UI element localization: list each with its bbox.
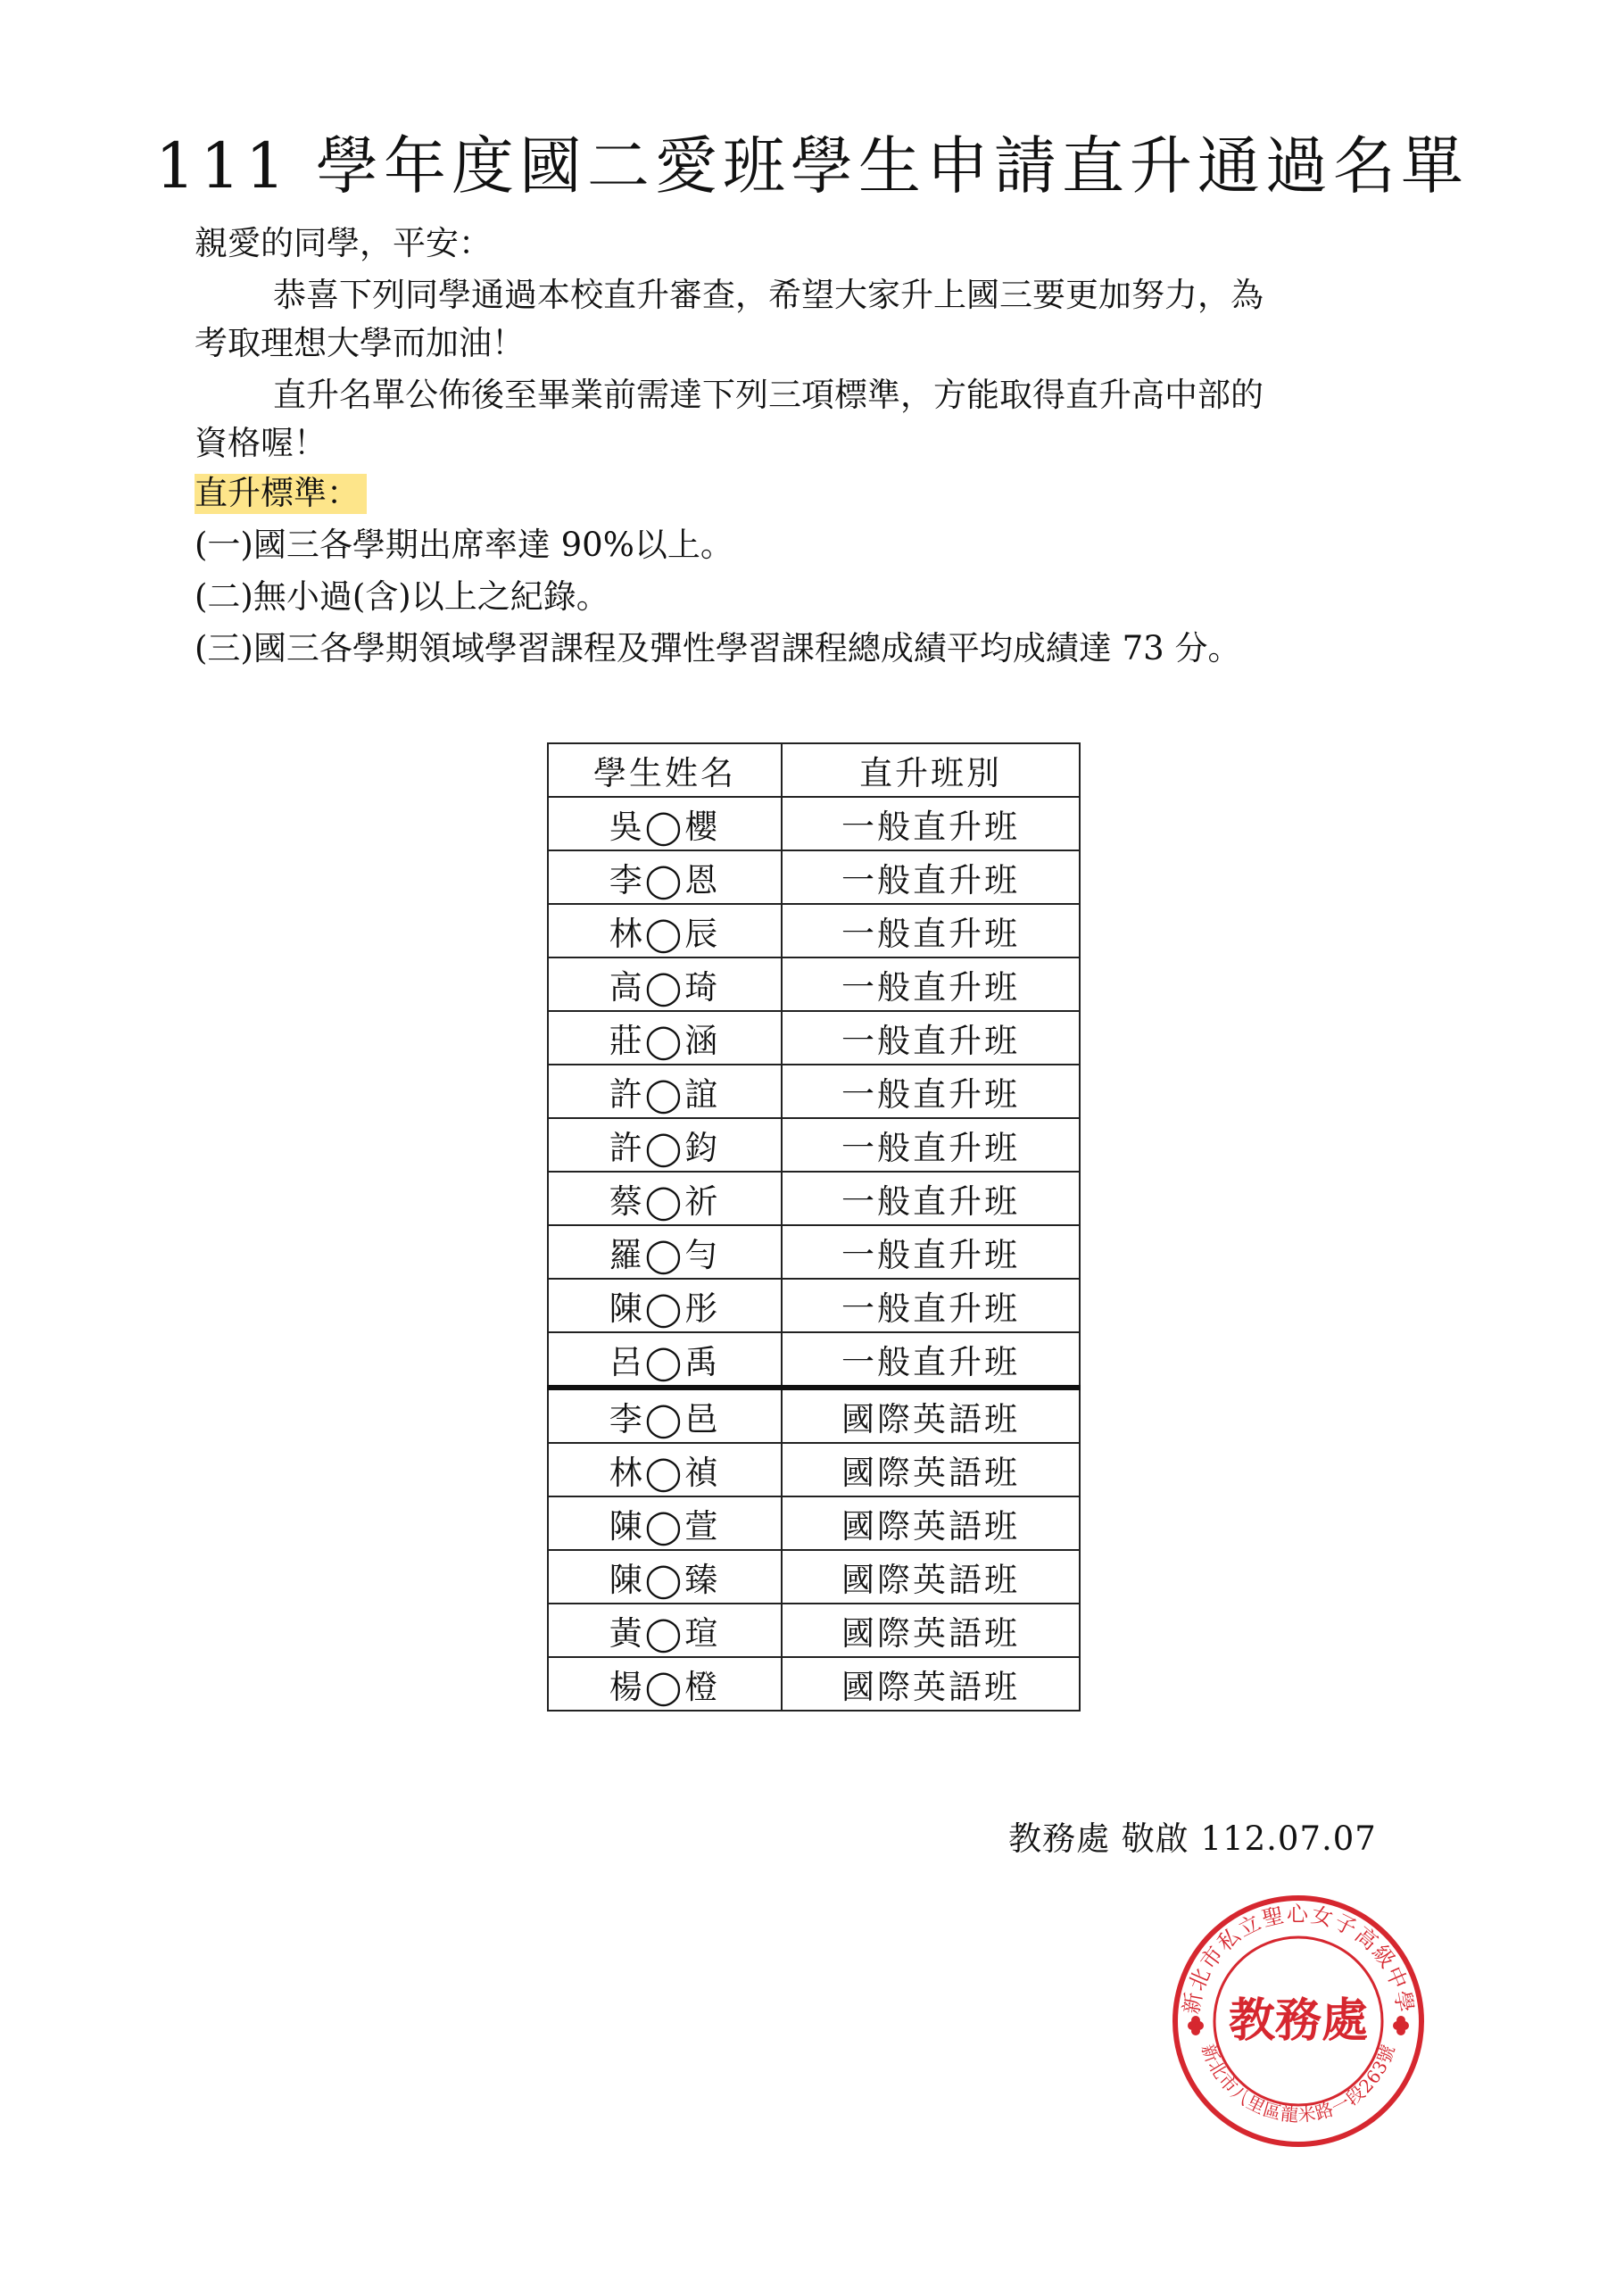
class-type: 國際英語班	[782, 1496, 1080, 1550]
class-type: 國際英語班	[782, 1657, 1080, 1711]
student-name: 陳◯萱	[548, 1496, 782, 1550]
greeting: 親愛的同學，平安：	[195, 224, 492, 262]
table-row	[548, 1172, 1080, 1225]
table-row	[548, 1011, 1080, 1065]
signoff: 教務處 敬啟 112.07.07	[1008, 1819, 1377, 1858]
student-name: 楊◯橙	[548, 1657, 782, 1711]
table-row	[548, 1332, 1080, 1388]
class-type: 一般直升班	[782, 957, 1080, 1011]
table-row	[548, 1388, 1080, 1443]
class-type: 國際英語班	[782, 1550, 1080, 1604]
class-type: 一般直升班	[782, 1225, 1080, 1279]
student-list-table	[547, 742, 1081, 1712]
class-type: 一般直升班	[782, 904, 1080, 957]
student-name: 李◯邑	[548, 1388, 782, 1443]
header-class-type: 直升班別	[782, 743, 1080, 797]
table-row	[548, 1657, 1080, 1711]
table-row	[548, 797, 1080, 850]
student-name: 林◯辰	[548, 904, 782, 957]
student-name: 吳◯櫻	[548, 797, 782, 850]
paragraph-2-line-1: 直升名單公佈後至畢業前需達下列三項標準，方能取得直升高中部的	[273, 376, 1264, 414]
office-seal-stamp	[1169, 1892, 1428, 2151]
paragraph-2-line-2: 資格喔！	[195, 424, 327, 462]
class-type: 一般直升班	[782, 1332, 1080, 1388]
class-type: 一般直升班	[782, 1279, 1080, 1332]
table-row	[548, 1118, 1080, 1172]
criteria-heading	[195, 468, 1435, 519]
criteria-heading-highlight: 直升標準：	[195, 474, 367, 514]
flower-emblem-right-icon	[1393, 2016, 1409, 2035]
header-student-name: 學生姓名	[548, 743, 782, 797]
student-name: 呂◯禹	[548, 1332, 782, 1388]
class-type: 國際英語班	[782, 1604, 1080, 1657]
student-name: 高◯琦	[548, 957, 782, 1011]
student-name: 林◯禎	[548, 1443, 782, 1496]
paragraph-1-line-1: 恭喜下列同學通過本校直升審查，希望大家升上國三要更加努力，為	[273, 276, 1264, 314]
class-type: 一般直升班	[782, 1172, 1080, 1225]
table-row	[548, 1496, 1080, 1550]
student-name: 許◯誼	[548, 1065, 782, 1118]
table-header-row	[548, 743, 1080, 797]
seal-outer-text: 新北市私立聖心女子高級中學	[1178, 1902, 1419, 2017]
table-row	[548, 1225, 1080, 1279]
flower-emblem-left-icon	[1188, 2016, 1204, 2035]
seal-inner-text: 新北市八里區龍米路一段263號	[1197, 2041, 1400, 2126]
student-name: 羅◯勻	[548, 1225, 782, 1279]
table-row	[548, 904, 1080, 957]
table-row	[548, 1550, 1080, 1604]
criterion-2: (二)無小過(含)以上之紀錄。	[195, 577, 609, 616]
table-row	[548, 1065, 1080, 1118]
class-type: 一般直升班	[782, 1011, 1080, 1065]
class-type: 一般直升班	[782, 1065, 1080, 1118]
seal-center-text: 教務處	[1228, 1993, 1369, 2048]
table-row	[548, 1443, 1080, 1496]
student-name: 蔡◯祈	[548, 1172, 782, 1225]
student-name: 陳◯彤	[548, 1279, 782, 1332]
criterion-1: (一)國三各學期出席率達 90%以上。	[195, 526, 733, 564]
class-type: 一般直升班	[782, 1118, 1080, 1172]
criterion-3: (三)國三各學期領域學習課程及彈性學習課程總成績平均成績達 73 分。	[195, 629, 1241, 667]
table-row	[548, 850, 1080, 904]
student-name: 李◯恩	[548, 850, 782, 904]
student-name: 黃◯瑄	[548, 1604, 782, 1657]
table-row	[548, 1604, 1080, 1657]
paragraph-1-line-2: 考取理想大學而加油！	[195, 324, 525, 362]
class-type: 國際英語班	[782, 1388, 1080, 1443]
class-type: 一般直升班	[782, 850, 1080, 904]
student-name: 陳◯臻	[548, 1550, 782, 1604]
class-type: 國際英語班	[782, 1443, 1080, 1496]
student-name: 許◯鈞	[548, 1118, 782, 1172]
class-type: 一般直升班	[782, 797, 1080, 850]
table-row	[548, 957, 1080, 1011]
student-name: 莊◯涵	[548, 1011, 782, 1065]
table-row	[548, 1279, 1080, 1332]
document-title: 111 學年度國二愛班學生申請直升通過名單	[155, 129, 1469, 203]
